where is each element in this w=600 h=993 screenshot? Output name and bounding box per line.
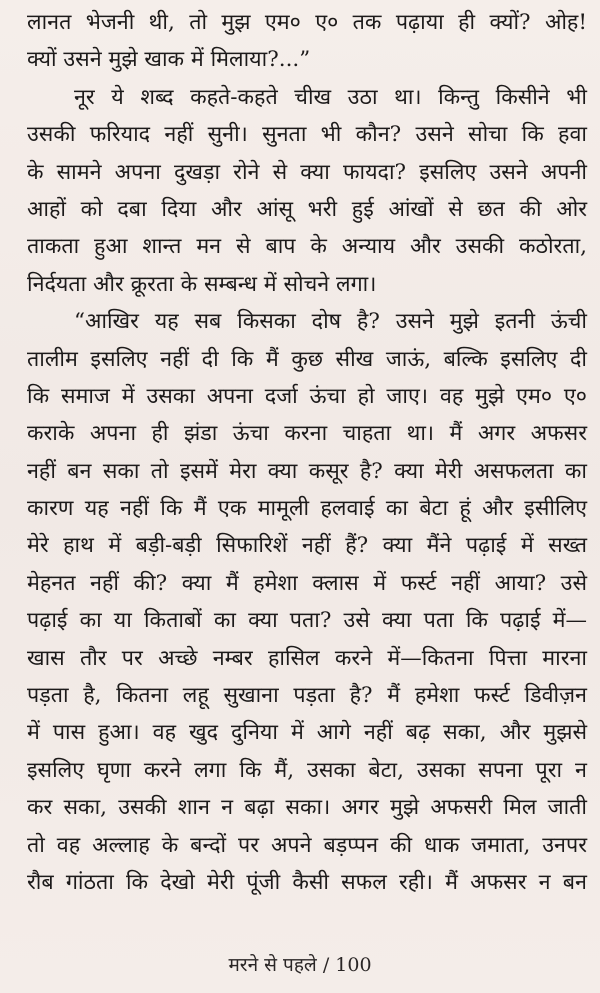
text-line: कि समाज में उसका अपना दर्जा ऊंचा हो जाए। वह मुझे एम० ए०	[27, 383, 587, 409]
text-line: के सामने अपना दुखड़ा रोने से क्या फायदा? इसलिए उसने अपनी	[27, 159, 587, 185]
text-line: कराके अपना ही झंडा ऊंचा करना चाहता था। मैं अगर अफसर	[27, 421, 587, 447]
text-line: तालीम इसलिए नहीं दी कि मैं कुछ सीख जाऊं, बल्कि इसलिए दी	[27, 346, 587, 372]
text-line: लानत भेजनी थी, तो मुझ एम० ए० तक पढ़ाया ही क्यों? ओह!	[27, 10, 587, 35]
text-line: कारण यह नहीं कि मैं एक मामूली हलवाई का बेटा हूं और इसीलिए	[27, 496, 587, 522]
text-line: मेहनत नहीं की? क्या मैं हमेशा क्लास में फर्स्ट नहीं आया? उसे	[27, 570, 587, 596]
text-line: निर्दयता और क्रूरता के सम्बन्ध में सोचने लगा।	[27, 271, 377, 297]
text-line: खास तौर पर अच्छे नम्बर हासिल करने में—कितना पित्ता मारना	[27, 645, 587, 671]
text-line: रौब गांठता कि देखो मेरी पूंजी कैसी सफल रही। मैं अफसर न बन	[27, 869, 587, 895]
text-line: आहों को दबा दिया और आंसू भरी हुई आंखों से छत की ओर	[27, 196, 587, 222]
text-line: पढ़ाई का या किताबों का क्या पता? उसे क्या पता कि पढ़ाई में—	[27, 608, 587, 634]
text-line: इसलिए घृणा करने लगा कि मैं, उसका बेटा, उसका सपना पूरा न	[27, 757, 587, 783]
running-title-and-page-number: मरने से पहले / 100	[228, 954, 372, 976]
text-line: नूर ये शब्द कहते-कहते चीख उठा था। किन्तु किसीने भी	[74, 84, 587, 110]
text-line: कर सका, उसकी शान न बढ़ा सका। अगर मुझे अफसरी मिल जाती	[27, 795, 587, 821]
page-body-text	[27, 4, 587, 901]
text-line: तो वह अल्लाह के बन्दों पर अपने बड़प्पन की धाक जमाता, उनपर	[27, 832, 587, 858]
page-footer	[0, 952, 600, 978]
text-line: उसकी फरियाद नहीं सुनी। सुनता भी कौन? उसने सोचा कि हवा	[27, 122, 587, 148]
text-line: पड़ता है, कितना लहू सुखाना पड़ता है? मैं हमेशा फर्स्ट डिवीज़न	[27, 683, 587, 709]
text-line: में पास हुआ। वह खुद दुनिया में आगे नहीं बढ़ सका, और मुझसे	[27, 720, 587, 746]
text-line: “आखिर यह सब किसका दोष है? उसने मुझे इतनी ऊंची	[74, 309, 587, 335]
text-line: नहीं बन सका तो इसमें मेरा क्या कसूर है? क्या मेरी असफलता का	[27, 458, 587, 484]
text-line: ताकता हुआ शान्त मन से बाप के अन्याय और उसकी कठोरता,	[27, 234, 587, 260]
text-line: क्यों उसने मुझे खाक में मिलाया?...”	[27, 47, 311, 73]
text-line: मेरे हाथ में बड़ी-बड़ी सिफारिशें नहीं हैं? क्या मैंने पढ़ाई में सख्त	[27, 533, 587, 559]
